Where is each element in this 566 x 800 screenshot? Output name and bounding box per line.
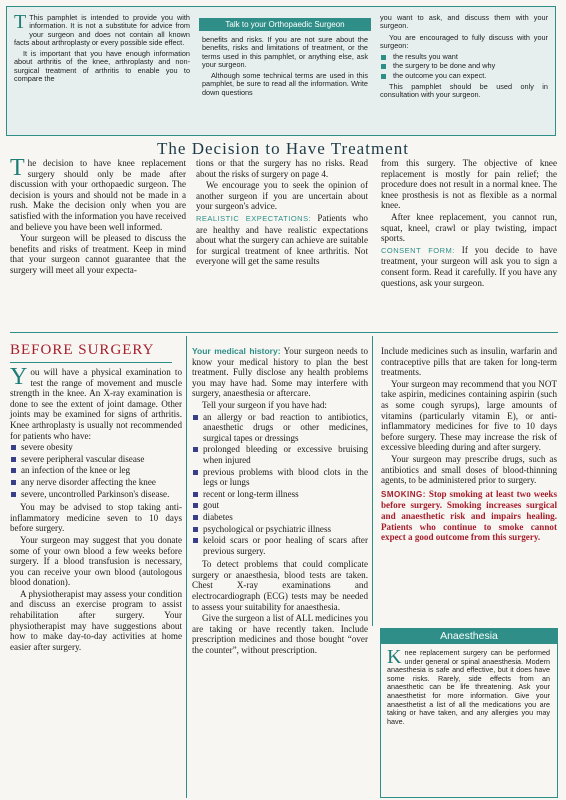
anaesthesia-title: Anaesthesia <box>381 629 557 644</box>
decision-dropcap-t: T <box>10 155 25 181</box>
intro-bullets <box>380 53 548 80</box>
intro-column-3 <box>380 14 548 103</box>
anaesthesia-dropcap-k: K <box>387 646 402 668</box>
before-column-2 <box>192 346 368 657</box>
before-p10: Your surgeon may recommend that you NOT take aspirin, medicines containing aspirin (such as some cough syrups), large amounts of vitamins (particularly vitamin E), or anti-inflammatory medicines for five to 10 days before surgery. These may increase the risk of excessive bleeding during and after surgery. <box>381 378 557 453</box>
list-item: the outcome you can expect. <box>380 72 548 80</box>
list-item: severe peripheral vascular disease <box>10 454 182 465</box>
decision-column-1 <box>10 155 186 277</box>
realistic-expectations-label: REALISTIC EXPECTATIONS: <box>196 213 312 223</box>
list-item: severe obesity <box>10 442 182 453</box>
anaesthesia-box <box>380 628 558 798</box>
before-title-underline <box>10 362 172 363</box>
intro-dropcap-t: T <box>14 11 27 33</box>
list-item: diabetes <box>192 512 368 523</box>
decision-p3: tions or that the surgery has no risks. Read about the risks of surgery on page 4. <box>196 158 368 179</box>
decision-p8: If you decide to have treatment, your surgeon will ask you to sign a consent form. Read it carefully. If you have any questions, ask your surgeon. <box>381 244 557 288</box>
before-bullets-2 <box>192 412 368 557</box>
intro-column-2 <box>202 36 368 100</box>
decision-p4: We encourage you to seek the opinion of another surgeon if you are uncertain about your surgeon's advice. <box>196 180 368 212</box>
section-divider <box>10 332 558 333</box>
before-p4: A physiotherapist may assess your condition and discuss an exercise program to assist rehabilitation after surgery. Your physiotherapist may have suggestions about how to make day-to-day activities at home easier after surgery. <box>10 588 182 652</box>
before-p3: Your surgeon may suggest that you donate some of your own blood a few weeks before surgery. If a blood transfusion is necessary, you can receive your own blood (autologous blood donation). <box>10 534 182 588</box>
intro-p5: you want to ask, and discuss them with your surgeon. <box>380 13 548 31</box>
before-p1: ou will have a physical examination to test the range of movement and muscle strength in the knee. An X-ray examination is done to see the extent of joint damage. Other joints may be examined for signs of arthritis. Knee arthroplasty is usually not recommended for patients who have: <box>10 367 182 441</box>
list-item: recent or long-term illness <box>192 489 368 500</box>
before-p6: Tell your surgeon if you have had: <box>202 399 327 410</box>
intro-column-1 <box>14 11 190 86</box>
decision-p6: from this surgery. The objective of knee replacement is mostly for pain relief; the procedure does not result in a normal knee. The knee prosthesis is not as flexible as a normal knee. <box>381 158 557 211</box>
intro-p3: benefits and risks. If you are not sure about the benefits, risks and limitations of treatment, or the terms used in this pamphlet, or anything else, ask your surgeon. <box>202 35 368 69</box>
before-column-1 <box>10 364 182 653</box>
before-column-3 <box>381 346 557 544</box>
before-p11: Your surgeon may prescribe drugs, such as antibiotics and small doses of blood-thinning agents, to be administered prior to surgery. <box>381 453 557 486</box>
decision-p5: Patients who are healthy and have realistic expectations about what the surgery can achieve are suitable for surgical treatment of knee arthritis. Not everyone will get the same results <box>196 212 368 267</box>
list-item: severe, uncontrolled Parkinson's disease. <box>10 489 182 500</box>
smoking-warning: Stop smoking at least two weeks before surgery. Smoking increases surgical and anaesthetic risk and impairs healing. Patients who continue to smoke cannot expect a good outcome from this surgery. <box>381 488 557 543</box>
list-item: psychological or psychiatric illness <box>192 524 368 535</box>
before-p8: Give the surgeon a list of ALL medicines you are taking or have recently taken. Include prescription medicines and those bought “over the counter”, without prescription. <box>192 613 368 656</box>
intro-p4: Although some technical terms are used in this pamphlet, be sure to read all the information. Write down questions <box>202 71 368 97</box>
intro-p6: You are encouraged to fully discuss with your surgeon: <box>380 32 548 50</box>
decision-column-3 <box>381 158 557 289</box>
list-item: gout <box>192 500 368 511</box>
list-item: the results you want <box>380 53 548 61</box>
list-item: an infection of the knee or leg <box>10 465 182 476</box>
list-item: previous problems with blood clots in the legs or lungs <box>192 467 368 488</box>
list-item: the surgery to be done and why <box>380 62 548 70</box>
before-p9: Include medicines such as insulin, warfarin and contraceptive pills that are taken for long-term treatments. <box>381 346 557 378</box>
decision-p7: After knee replacement, you cannot run, squat, kneel, crawl or play twisting, impact sports. <box>381 211 557 244</box>
anaesthesia-text: nee replacement surgery can be performed under general or spinal anaesthesia. Modern anaesthesia is safe and effective, but it does have some risks. Rarely, side effects from an anaesthetic can be life threatening. Ask your anaesthetist for more information. Give your anaesthetist a list of all the medications you are taking or have taken, and any allergies you may have. <box>387 648 550 726</box>
decision-title: The Decision to Have Treatment <box>157 139 409 158</box>
before-dropcap-y: Y <box>10 364 28 390</box>
intro-p1: This pamphlet is intended to provide you with information. It is not a substitute for advice from your surgeon and does not contain all known facts about arthroplasty or every possible side effect. <box>14 13 190 47</box>
before-surgery-title: BEFORE SURGERY <box>10 342 155 358</box>
list-item: an allergy or bad reaction to antibiotics, anaesthetic drugs or other medicines, surgical tapes or dressings <box>192 412 368 444</box>
before-p5: Your surgeon needs to know your medical history to plan the best treatment. Fully disclose any health problems you may have had. Some may interfere with surgery, anaesthesia or aftercare. <box>192 346 368 399</box>
list-item: keloid scars or poor healing of scars after previous surgery. <box>192 535 368 556</box>
list-item: any nerve disorder affecting the knee <box>10 477 182 488</box>
before-bullets-1 <box>10 442 182 499</box>
column-divider-2 <box>372 336 373 626</box>
decision-column-2 <box>196 158 368 268</box>
talk-banner: Talk to your Orthopaedic Surgeon <box>199 18 371 31</box>
medical-history-label: Your medical history: <box>192 346 281 356</box>
before-p2: You may be advised to stop taking anti-inflammatory medicine seven to 10 days before surgery. <box>10 502 182 534</box>
decision-p1: he decision to have knee replacement surgery should only be made after discussion with your orthopaedic surgeon. The decision is yours and should not be made in a rush. Make the decision only when you are satisfied with the information you have received and believe you have been well informed. <box>10 158 186 232</box>
smoking-label: SMOKING: <box>381 489 426 499</box>
list-item: prolonged bleeding or excessive bruising when injured <box>192 444 368 465</box>
column-divider-1 <box>186 336 187 798</box>
intro-p2: It is important that you have enough information about arthritis of the knee, arthroplasty and non-surgical treatment of arthritis to enable you to compare the <box>14 49 190 84</box>
decision-p2: Your surgeon will be pleased to discuss the benefits and risks of treatment. Keep in mind that your surgeon cannot guarantee that the surgery will meet all your expecta- <box>10 233 186 275</box>
anaesthesia-text-block <box>387 646 550 726</box>
before-p7: To detect problems that could complicate surgery or anaesthesia, blood tests are taken. Chest X-ray examinations and electrocardiograph (ECG) tests may be needed to assess your suitability for anaesthesia. <box>192 559 368 612</box>
consent-form-label: CONSENT FORM: <box>381 245 455 255</box>
intro-p7: This pamphlet should be used only in consultation with your surgeon. <box>380 82 548 100</box>
